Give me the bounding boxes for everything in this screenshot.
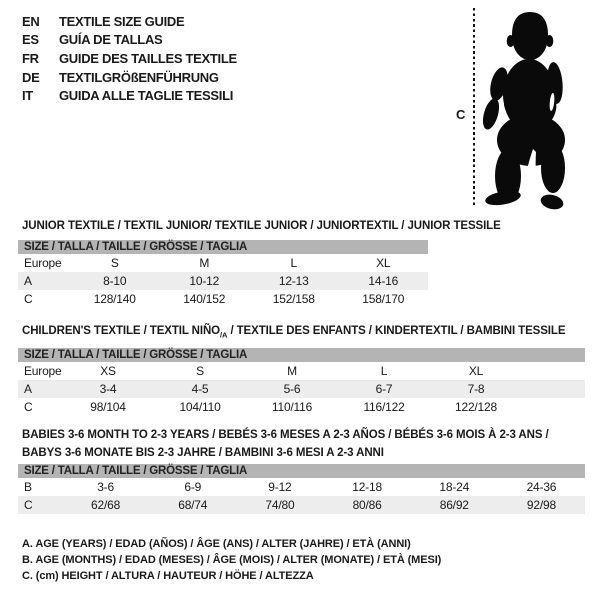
children-title-part2: / TEXTILE DES ENFANTS / KINDERTEXTIL / BAMBINI TESSILE: [227, 325, 566, 337]
age-cell: 6-7: [375, 382, 393, 396]
size-cell: M: [287, 364, 297, 378]
age-cell: 7-8: [467, 382, 485, 396]
height-cell: 110/116: [271, 400, 313, 414]
months-cell: 3-6: [97, 480, 114, 494]
table-row-europe: [18, 254, 428, 272]
height-cell: 98/104: [90, 400, 126, 414]
height-cell: 128/140: [93, 292, 136, 306]
language-row: [22, 86, 237, 105]
language-label: TEXTILGRÖßENFÜHRUNG: [59, 69, 219, 85]
junior-size-table: [18, 240, 428, 308]
junior-table-title: JUNIOR TEXTILE / TEXTIL JUNIOR/ TEXTILE JUNIOR / JUNIORTEXTIL / JUNIOR TESSILE: [22, 220, 501, 232]
children-title-part1: CHILDREN'S TEXTILE / TEXTIL NIÑO: [22, 325, 221, 337]
months-cell: 24-36: [526, 480, 557, 494]
height-cell: 140/152: [183, 292, 226, 306]
size-cell: XL: [468, 364, 484, 378]
height-cell: 104/110: [179, 400, 221, 414]
months-cell: 12-18: [352, 480, 382, 494]
age-cell: 10-12: [189, 274, 220, 288]
language-row: [22, 49, 237, 68]
size-cell: L: [290, 256, 297, 270]
size-header-bar: SIZE / TALLA / TAILLE / GRÖSSE / TAGLIA: [18, 240, 428, 254]
height-measure-dashed-line: [473, 8, 475, 207]
table-row-europe: [18, 362, 585, 380]
babies-table-title: [22, 426, 549, 462]
language-code: DE: [22, 69, 40, 85]
height-cell: 68/74: [178, 498, 208, 512]
footnote-a: A. AGE (YEARS) / EDAD (AÑOS) / ÂGE (ANS) / ALTER (JAHRE) / ETÀ (ANNI): [22, 538, 411, 550]
height-cell: 86/92: [439, 498, 469, 512]
age-cell: 8-10: [103, 274, 127, 288]
children-title-sub: /A: [220, 330, 228, 340]
height-cell: 152/158: [272, 292, 315, 306]
language-label: GUÍA DE TALLAS: [59, 32, 163, 48]
babies-title-line2: BABYS 3-6 MONATE BIS 2-3 JAHRE / BAMBINI 3-6 MESI A 2-3 ANNI: [22, 447, 384, 459]
size-cell: L: [380, 364, 388, 378]
age-cell: 5-6: [283, 382, 301, 396]
row-label: C: [24, 498, 33, 512]
row-label: Europe: [24, 256, 62, 270]
height-measure-label: C: [456, 107, 466, 122]
footnote-c: C. (cm) HEIGHT / ALTURA / HAUTEUR / HÖHE / ALTEZZA: [22, 570, 314, 582]
children-size-table: [18, 348, 585, 416]
size-cell: XS: [100, 364, 116, 378]
language-label: GUIDA ALLE TAGLIE TESSILI: [59, 88, 234, 104]
height-cell: 122/128: [455, 400, 497, 414]
size-header-bar: SIZE / TALLA / TAILLE / GRÖSSE / TAGLIA: [18, 348, 585, 362]
age-cell: 14-16: [368, 274, 399, 288]
footnotes: [22, 538, 441, 586]
size-cell: S: [196, 364, 204, 378]
size-cell: XL: [376, 256, 391, 270]
table-row-age: [18, 380, 585, 398]
age-cell: 12-13: [278, 274, 309, 288]
height-cell: 62/68: [91, 498, 121, 512]
language-list: [22, 12, 237, 105]
height-cell: 92/98: [526, 498, 556, 512]
footnote-b: B. AGE (MONTHS) / EDAD (MESES) / ÂGE (MOIS) / ALTER (MONATE) / ETÀ (MESI): [22, 554, 442, 566]
height-cell: 158/170: [362, 292, 405, 306]
babies-size-table: [18, 464, 585, 514]
row-label: A: [24, 382, 32, 396]
row-label: C: [24, 292, 33, 306]
table-row-height: [18, 496, 585, 514]
months-cell: 6-9: [184, 480, 202, 494]
language-label: TEXTILE SIZE GUIDE: [59, 13, 185, 29]
language-code: FR: [22, 50, 39, 66]
table-row-months: [18, 478, 585, 496]
row-label: B: [24, 480, 32, 494]
months-cell: 9-12: [268, 480, 292, 494]
table-row-height: [18, 398, 585, 416]
size-cell: S: [110, 256, 119, 270]
row-label: Europe: [24, 364, 62, 378]
height-cell: 74/80: [265, 498, 295, 512]
language-code: IT: [22, 88, 33, 104]
age-cell: 4-5: [191, 382, 209, 396]
size-header-bar: SIZE / TALLA / TAILLE / GRÖSSE / TAGLIA: [18, 464, 585, 478]
language-code: ES: [22, 32, 39, 48]
language-code: EN: [22, 13, 40, 29]
height-cell: 116/122: [363, 400, 405, 414]
baby-silhouette: [481, 10, 571, 210]
row-label: A: [24, 274, 32, 288]
table-row-age: [18, 272, 428, 290]
children-table-title: [22, 322, 565, 344]
language-row: [22, 68, 237, 87]
size-cell: M: [199, 256, 210, 270]
language-row: [22, 31, 237, 50]
babies-title-line1: BABIES 3-6 MONTH TO 2-3 YEARS / BEBÉS 3-6 MESES A 2-3 AÑOS / BÉBÉS 3-6 MOIS À 2-3 ANS /: [22, 429, 549, 441]
height-cell: 80/86: [352, 498, 382, 512]
language-label: GUIDE DES TAILLES TEXTILE: [59, 50, 237, 66]
table-row-height: [18, 290, 428, 308]
age-cell: 3-4: [99, 382, 117, 396]
language-row: [22, 12, 237, 31]
months-cell: 18-24: [439, 480, 470, 494]
row-label: C: [24, 400, 33, 414]
